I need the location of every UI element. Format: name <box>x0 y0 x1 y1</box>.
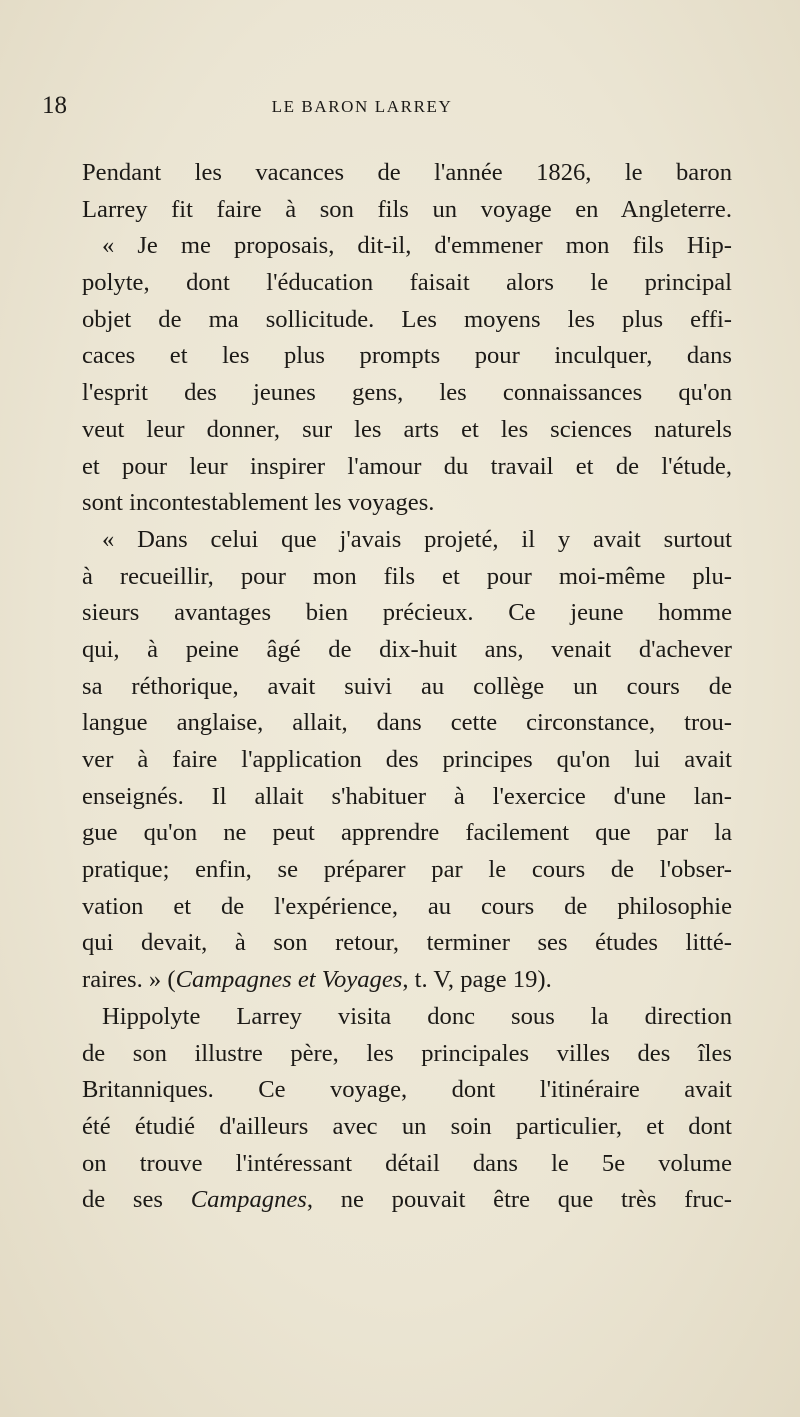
book-title: Campagnes <box>190 1186 307 1214</box>
text-line: Hippolyte Larrey visita donc sous la direction <box>102 1002 732 1030</box>
text-line: pratique; enfin, se préparer par le cours de l'obser- <box>82 856 732 884</box>
text-line-with-title <box>82 1182 732 1219</box>
page-number: 18 <box>42 92 67 119</box>
citation-suffix: , t. V, page 19). <box>402 966 552 994</box>
text-line: polyte, dont l'éducation faisait alors le principal <box>82 269 732 297</box>
running-title: LE BARON LARREY <box>271 97 453 116</box>
text-line: été étudié d'ailleurs avec un soin particulier, et dont <box>82 1112 732 1140</box>
text-line: à recueillir, pour mon fils et pour moi-même plu- <box>82 562 732 590</box>
text-line: enseignés. Il allait s'habituer à l'exercice d'une lan- <box>82 782 732 810</box>
text-line: l'esprit des jeunes gens, les connaissances qu'on <box>82 379 732 407</box>
body-text <box>82 155 732 1219</box>
text-line: « Je me proposais, dit-il, d'emmener mon fils Hip- <box>102 232 732 260</box>
text-line: objet de ma sollicitude. Les moyens les plus effi- <box>82 305 732 333</box>
text-line: gue qu'on ne peut apprendre facilement que par la <box>82 819 732 847</box>
text-line: sieurs avantages bien précieux. Ce jeune homme <box>82 599 732 627</box>
citation-prefix: raires. » ( <box>82 966 176 994</box>
text-line: qui devait, à son retour, terminer ses études litté- <box>82 929 732 957</box>
text-line: langue anglaise, allait, dans cette circonstance, trou- <box>82 709 732 737</box>
citation-title: Campagnes et Voyages <box>175 966 403 994</box>
text-line: Larrey fit faire à son fils un voyage en Angleterre. <box>82 195 732 223</box>
text-line: caces et les plus prompts pour inculquer, dans <box>82 342 732 370</box>
text-line: vation et de l'expérience, au cours de philosophie <box>82 892 732 920</box>
line-suffix: , ne pouvait être que très fruc- <box>306 1186 732 1214</box>
text-line: « Dans celui que j'avais projeté, il y avait surtout <box>102 525 732 553</box>
page-header <box>42 92 682 120</box>
text-line: ver à faire l'application des principes qu'on lui avait <box>82 746 732 773</box>
text-line: on trouve l'intéressant détail dans le 5e volume <box>82 1149 732 1177</box>
text-line: Pendant les vacances de l'année 1826, le baron <box>82 159 732 186</box>
line-prefix: de ses <box>82 1186 191 1214</box>
text-line: Britanniques. Ce voyage, dont l'itinéraire avait <box>82 1076 732 1104</box>
text-line: et pour leur inspirer l'amour du travail et de l'étude, <box>82 452 732 480</box>
citation-line <box>82 962 732 999</box>
text-line: veut leur donner, sur les arts et les sciences naturels <box>82 415 732 443</box>
text-line: de son illustre père, les principales villes des îles <box>82 1039 732 1067</box>
text-line: qui, à peine âgé de dix-huit ans, venait d'achever <box>82 635 732 663</box>
text-line: sont incontestablement les voyages. <box>82 489 435 517</box>
text-line: sa réthorique, avait suivi au collège un cours de <box>82 672 732 700</box>
